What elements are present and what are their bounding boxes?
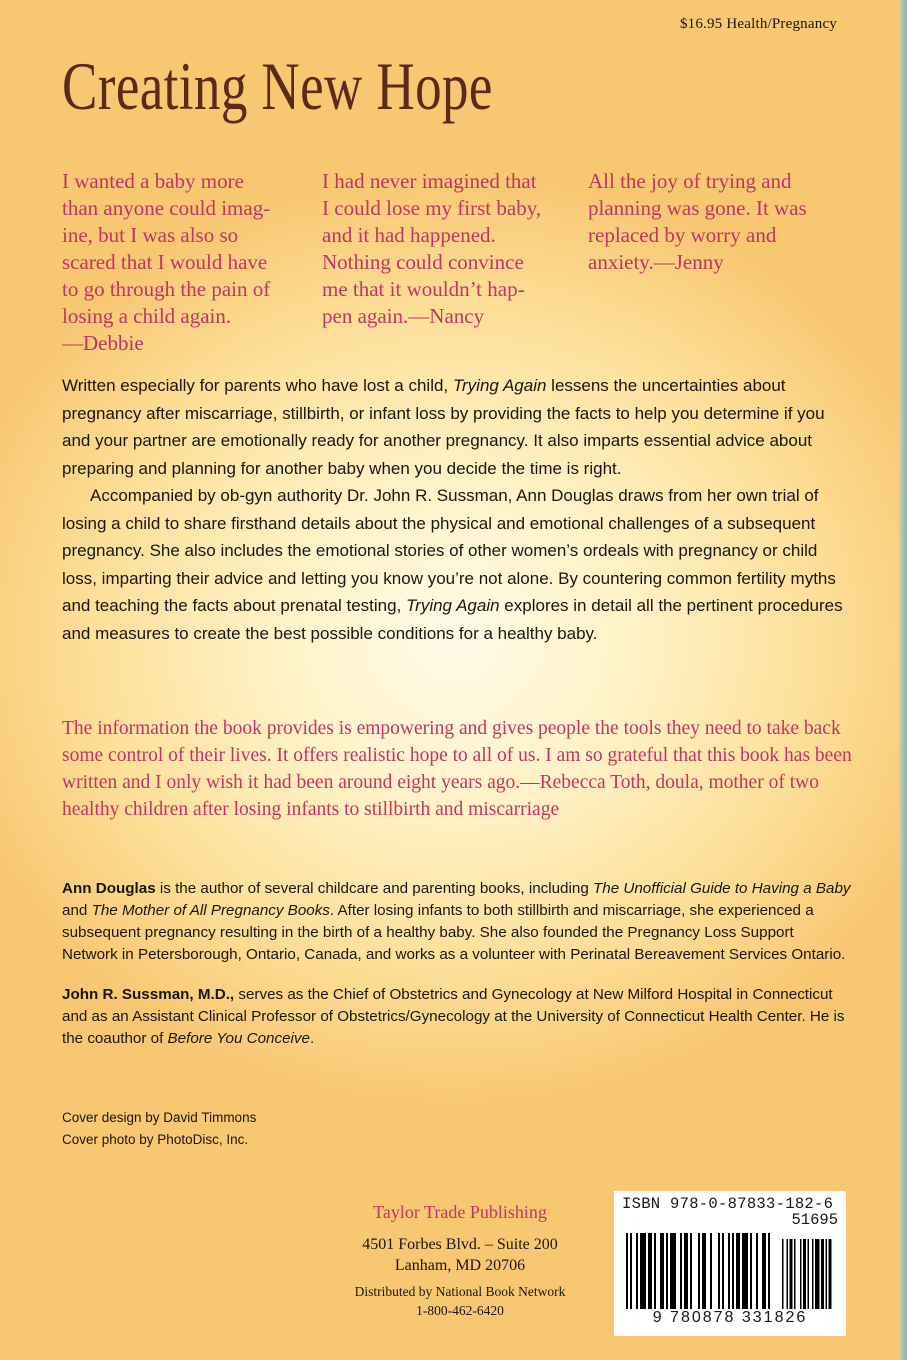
barcode-bar (803, 1239, 806, 1309)
quote-line: All the joy of trying and (588, 169, 792, 193)
barcode-bar (710, 1233, 712, 1309)
quote-line: anxiety.—Jenny (588, 250, 724, 274)
price-code: 51695 (791, 1211, 838, 1229)
barcode-graphic (622, 1233, 838, 1309)
quote-line: me that it wouldn’t hap- (322, 277, 525, 301)
quote-line: to go through the pain of (62, 277, 271, 301)
barcode-bar (812, 1239, 814, 1309)
quote-jenny (588, 168, 838, 276)
ean-number: 9 780878 331826 (652, 1309, 808, 1326)
barcode-bar (768, 1233, 770, 1309)
barcode-bar (698, 1233, 700, 1309)
quote-line: I wanted a baby more (62, 169, 244, 193)
quote-line: and it had happened. (322, 223, 496, 247)
barcode-bar (648, 1233, 652, 1309)
barcode-bar (660, 1233, 664, 1309)
cover-credits (62, 1107, 256, 1151)
barcode-bar (756, 1233, 758, 1309)
barcode-bar (794, 1239, 796, 1309)
barcode-bar (800, 1239, 802, 1309)
publisher-name: Taylor Trade Publishing (373, 1202, 547, 1222)
barcode-bar (821, 1239, 824, 1309)
barcode-bar (728, 1233, 730, 1309)
barcode-bar (702, 1233, 706, 1309)
barcode-bar (808, 1239, 810, 1309)
cover-design-credit: Cover design by David Timmons (62, 1110, 257, 1125)
barcode-bar (722, 1233, 724, 1309)
publisher-block (300, 1200, 620, 1320)
barcode-bar (630, 1233, 632, 1309)
quote-line: Nothing could convince (322, 250, 524, 274)
quote-line: pen again.—Nancy (322, 304, 485, 328)
publisher-address: 4501 Forbes Blvd. – Suite 200 Lanham, MD 20706 (362, 1236, 558, 1274)
quote-line: ine, but I was also so (62, 223, 239, 247)
testimonial-quote: The information the book provides is empowering and gives people the tools they need to take back some control of their lives. It offers realistic hope to all of us. I am so grateful that this book has been written and I only wish it had been around eight years ago.—Rebecca Toth, doula, mother of two healthy children after losing infants to stillbirth and miscarriage (62, 718, 852, 820)
barcode-bar (636, 1233, 638, 1309)
quote-line: I had never imagined that (322, 169, 537, 193)
quote-nancy (322, 168, 572, 330)
quote-line: replaced by worry and (588, 223, 777, 247)
bio-john-sussman: John R. Sussman, M.D., serves as the Chief of Obstetrics and Gynecology at New Milford Hospital in Connecticut and as an Assistant Clinical Professor of Obstetrics/Gynecology at the University of Connecticut Health Center. He is the coauthor of Before You Conceive. (62, 986, 845, 1047)
book-title-italic: Trying Again (406, 596, 500, 615)
quote-attribution: —Debbie (62, 331, 144, 355)
barcode-bar (684, 1233, 688, 1309)
isbn-number: ISBN 978-0-87833-182-6 (622, 1195, 834, 1213)
book-title-italic: Trying Again (452, 376, 547, 395)
page-title: Creating New Hope (62, 48, 493, 124)
barcode-bar (626, 1233, 628, 1309)
quote-line: than anyone could imag- (62, 196, 271, 220)
barcode-bar (742, 1233, 748, 1309)
barcode-bar (736, 1233, 740, 1309)
barcode-bar (826, 1239, 828, 1309)
barcode-bar (732, 1233, 734, 1309)
author-bios (62, 878, 852, 1068)
cover-photo-credit: Cover photo by PhotoDisc, Inc. (62, 1132, 249, 1147)
description-paragraph-2: Accompanied by ob-gyn authority Dr. John R. Sussman, Ann Douglas draws from her own trial of losing a child to share firsthand details about the physical and emotional challenges of a subsequent pregnancy. She also includes the emotional stories of other women’s ordeals with pregnancy or child loss, imparting their advice and letting you know you’re not alone. By countering common fertility myths and teaching the facts about prenatal testing, Trying Again explores in detail all the pertinent procedures and measures to create the best possible conditions for a healthy baby. (62, 486, 843, 643)
barcode-bar (670, 1233, 676, 1309)
quote-line: scared that I would have (62, 250, 268, 274)
barcode-bar (680, 1233, 682, 1309)
distributor-info: Distributed by National Book Network 1-800-462-6420 (354, 1284, 566, 1318)
book-description (62, 372, 852, 647)
barcode-bar (790, 1239, 793, 1309)
barcode-bar (782, 1239, 784, 1309)
barcode-bar (640, 1233, 646, 1309)
author-name: John R. Sussman, M.D., (62, 986, 235, 1003)
barcode-bar (690, 1233, 692, 1309)
barcode-bar (762, 1233, 766, 1309)
barcode-bar (787, 1239, 789, 1309)
barcode-bar (718, 1233, 720, 1309)
price-category-label: $16.95 Health/Pregnancy (679, 16, 837, 32)
barcode-bar (829, 1239, 832, 1309)
quote-debbie (62, 168, 302, 357)
spine-edge (899, 0, 907, 1360)
barcode-bar (750, 1233, 752, 1309)
barcode-bar (815, 1239, 820, 1309)
author-name: Ann Douglas (62, 880, 156, 897)
quote-line: planning was gone. It was (588, 196, 807, 220)
barcode-bar (666, 1233, 668, 1309)
quote-line: losing a child again. (62, 304, 232, 328)
bio-ann-douglas: Ann Douglas is the author of several childcare and parenting books, including The Unofficial Guide to Having a Baby and The Mother of All Pregnancy Books. After losing infants to both stillbirth and miscarriage, she experienced a subsequent pregnancy resulting in the birth of a healthy baby. She also founded the Pregnancy Loss Support Network in Petersborough, Ontario, Canada, and works as a volunteer with Perinatal Bereavement Services Ontario. (62, 880, 851, 963)
quote-line: I could lose my first baby, (322, 196, 542, 220)
description-paragraph-1: Written especially for parents who have lost a child, Trying Again lessens the uncertainties about pregnancy after miscarriage, stillbirth, or infant loss by providing the facts to help you determine if you and your partner are emotionally ready for another pregnancy. It also imparts essential advice about preparing and planning for another baby when you decide the time is right. (62, 376, 825, 478)
isbn-barcode (614, 1191, 846, 1336)
barcode-bar (654, 1233, 656, 1309)
